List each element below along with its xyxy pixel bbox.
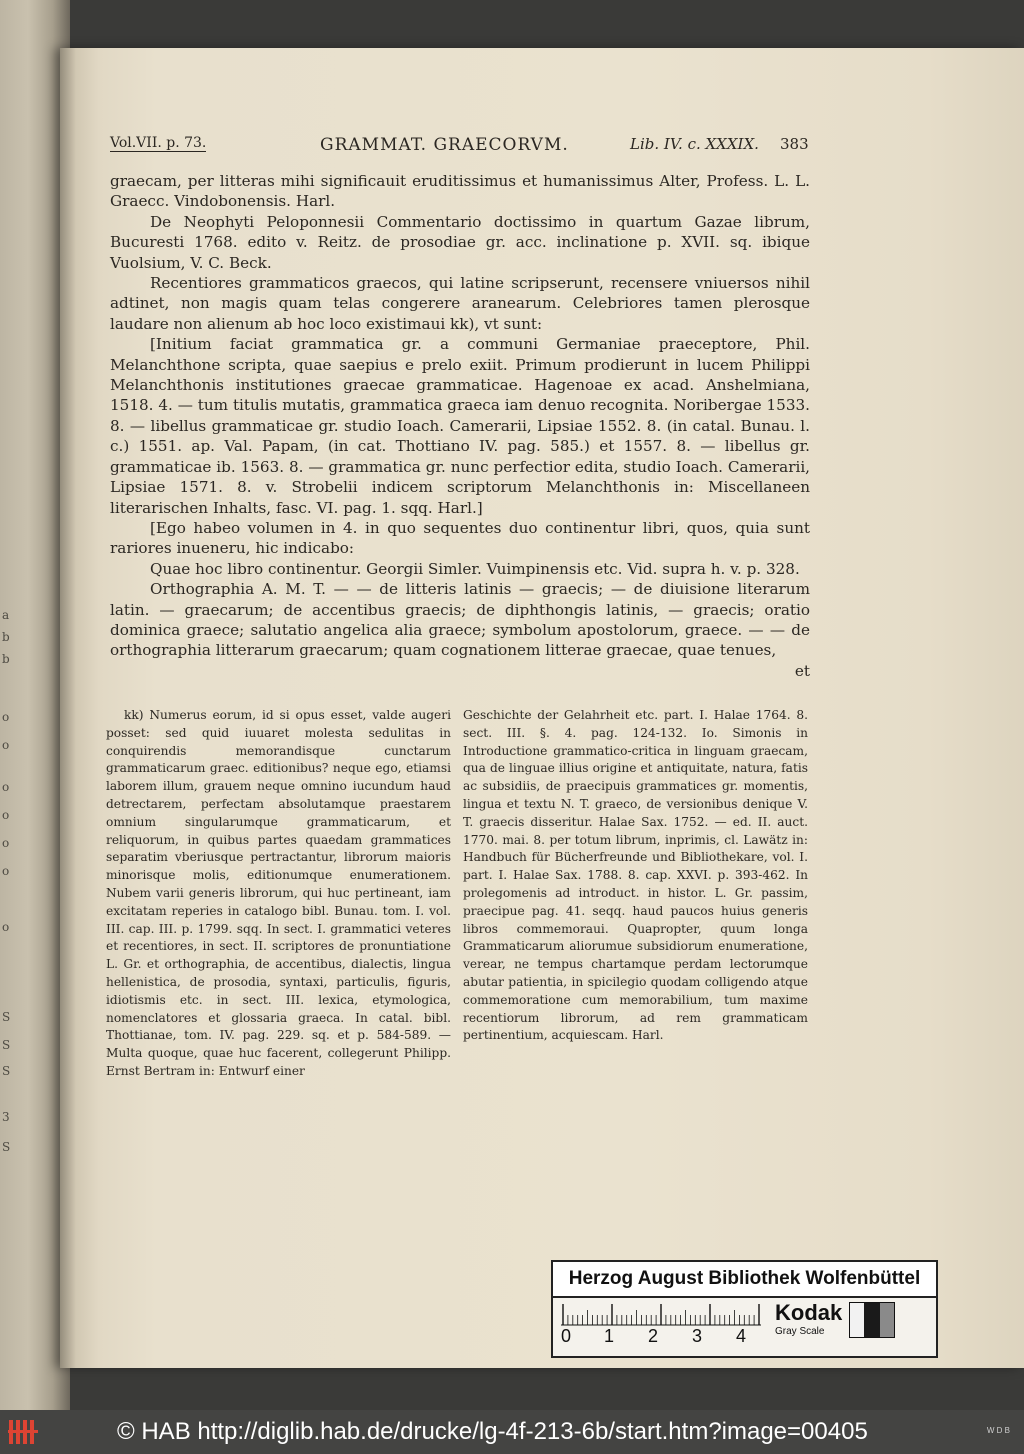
kodak-brand: Kodak (775, 1300, 843, 1325)
paragraph: [Ego habeo volumen in 4. in quo sequentes duo continentur libri, quos, quia sunt rariores inueneru, hic indicabo: (110, 518, 810, 558)
edge-glyph: a (2, 608, 10, 622)
copyright-url: © HAB http://diglib.hab.de/drucke/lg-4f-213-6b/start.htm?image=00405 (117, 1418, 868, 1445)
paragraph: De Neophyti Peloponnesii Commentario doctissimo in quartum Gazae librum, Bucuresti 1768. edito v. Reitz. de prosodiae gr. acc. inclinatione p. XVII. sq. ibique Vuolsium, V. C. Beck. (110, 212, 810, 272)
main-text (110, 171, 810, 681)
paragraph: [Initium faciat grammatica gr. a communi Germaniae praeceptore, Phil. Melanchthone scripta, quae saepius e prelo exiit. Primum prodierunt in lucem Philippi Melanchthonis institutiones graecae grammaticae. Hagenoae ex acad. Anshelmiana, 1518. 4. — tum titulis mutatis, grammatica graeca iam denuo recognita. Noribergae 1533. 8. — libellus grammaticae gr. studio Ioach. Camerarii, Lipsiae 1552. 8. (in catal. Bunau. l. c.) 1551. ap. Val. Papam, (in cat. Thottiano IV. pag. 585.) et 1557. 8. — libellus gr. grammaticae ib. 1563. 8. — grammatica gr. nunc perfectior edita, studio Ioach. Camerarii, Lipsiae 1571. 8. v. Strobelii indicem scriptorum Melanchthonis in: Miscellaneen literarischen Inhalts, fasc. VI. pag. 1. sqq. Harl.] (110, 335, 810, 517)
swatch-white (850, 1303, 864, 1337)
scale-number: 3 (692, 1326, 703, 1346)
edge-glyph: o (2, 836, 10, 850)
ruler-ticks (561, 1304, 761, 1326)
footnote-text: kk) Numerus eorum, id si opus esset, valde augeri posset: sed quid iuuaret molesta sedulitas in conquirendis memorandisque cunctarum grammaticarum graec. editionibus? neque ego, etiamsi laborem illum, grauem neque omnino iucundum haud detrectarem, perfectam absolutamque praestarem omnium singularumque grammaticarum, et reliquorum, in quibus partes quaedam grammatices separatim vberiusque pertractantur, librorum maioris minorisque molis, editionumque enumerationem. Nubem varii generis librorum, qui huc pertineant, iam excitatam reperies in catalogo bibl. Bunau. tom. I. vol. III. cap. III. p. 1799. sqq. In sect. I. grammatici veteres et recentiores, in sect. II. scriptores de pronuntiatione L. Gr. et orthographia, de accentibus, dialectis, lingua hellenistica, de prosodia, syntaxi, particulis, figuris, idiotismis etc. in sect. III. lexica, etymologica, nomenclatores et glossaria graeca. In catal. bibl. Thottianae, tom. IV. pag. 229. sq. et p. 584-589. — Multa quoque, quae huc facerent, collegerunt Philipp. Ernst Bertram in: Entwurf einer (106, 708, 451, 1078)
chapter-reference: Lib. IV. c. XXXIX. (630, 135, 759, 153)
footer-bar (0, 1410, 1024, 1454)
scale-number: 1 (604, 1326, 615, 1346)
edge-glyph: 3 (2, 1110, 10, 1124)
scale-numbers (561, 1326, 761, 1350)
swatch-gray (880, 1303, 894, 1337)
edge-glyph: o (2, 808, 10, 822)
edge-glyph: S (2, 1038, 11, 1052)
paragraph: Quae hoc libro continentur. Georgii Simler. Vuimpinensis etc. Vid. supra h. v. p. 328. (150, 559, 800, 578)
edge-glyph: o (2, 780, 10, 794)
paragraph: Recentiores grammaticos graecos, qui latine scripserunt, recensere vniuersos nihil adtinet, non magis quam telas congerere aranearum. Celebriores tamen plerosque laudare non alienum ab hoc loco existimaui kk), vt sunt: (110, 274, 810, 333)
edge-glyph: b (2, 630, 10, 644)
edge-glyph: o (2, 738, 10, 752)
hab-logo-icon (8, 1418, 40, 1446)
scale-number: 4 (736, 1326, 747, 1346)
library-name: Herzog August Bibliothek Wolfenbüttel (553, 1262, 936, 1298)
library-color-target-label (551, 1260, 938, 1358)
footnote-right-column (463, 707, 808, 1045)
page-shadow (60, 48, 76, 1368)
edge-glyph: S (2, 1140, 11, 1154)
footnote-text: Geschichte der Gelahrheit etc. part. I. Halae 1764. 8. sect. III. §. 4. pag. 124-132. Io. Simonis in Introductione grammatico-critica in linguam graecam, qua de linguae illius origine et antiquitate, natura, fatis ac subsidiis, de praecipuis grammatices gr. momentis, lingua et textu N. T. graeco, de versionibus denique V. T. graecis disseritur. Halae Sax. 1752. — ed. II. auct. 1770. mai. 8. per totum librum, inprimis, cl. Lawätz in: Handbuch für Bücherfreunde und Bibliothekare, vol. I. part. I. Halae Sax. 1788. 8. cap. XXVI. p. 393-462. In prolegomenis ad introduct. in histor. L. Gr. passim, praecipue pag. 41. seqq. haud paucos huius generis libros commemoraui. Quapropter, quum longa Grammaticarum aliorumue subsidiorum enumeratione, verear, ne tempus chartamque perdam lectorumque abutar patientia, in spicilegio quodam colligendo atque commemoratione cum memorabilium, tum maxime recentiorum librorum, ad rem grammaticam pertinentium, acquiescam. Harl. (463, 708, 808, 1043)
page-number: 383 (780, 135, 809, 153)
edge-glyph: S (2, 1010, 11, 1024)
gray-swatches (849, 1302, 895, 1338)
catchword: et (794, 661, 810, 680)
footnote-left-column (106, 707, 451, 1081)
edge-glyph: o (2, 920, 10, 934)
scale-number: 0 (561, 1326, 572, 1346)
scale-ruler (561, 1304, 761, 1326)
scale-number: 2 (648, 1326, 659, 1346)
paragraph: graecam, per litteras mihi significauit eruditissimus et humanissimus Alter, Profess. L. L. Graecc. Vindobonensis. Harl. (110, 172, 810, 211)
volume-reference: Vol.VII. p. 73. (110, 135, 207, 151)
edge-glyph: b (2, 652, 10, 666)
edge-glyph: o (2, 864, 10, 878)
running-title: GRAMMAT. GRAECORVM. (320, 135, 569, 155)
gray-scale-caption: Gray Scale (775, 1326, 825, 1337)
swatch-black (864, 1303, 880, 1337)
corner-mark: W D B (986, 1426, 1010, 1435)
edge-glyph: S (2, 1064, 11, 1078)
paragraph: Orthographia A. M. T. — — de litteris latinis — graecis; — de diuisione literarum latin. — graecarum; de accentibus graecis; de diphthongis latinis, — graecis; oratio dominica graece; salutatio angelica alia graece; symbolum apostolorum, graece. — — de orthographia litterarum graecarum; quam cognationem litterae graecae, quae tenues, (110, 580, 810, 660)
edge-glyph: o (2, 710, 10, 724)
running-header (110, 135, 809, 157)
